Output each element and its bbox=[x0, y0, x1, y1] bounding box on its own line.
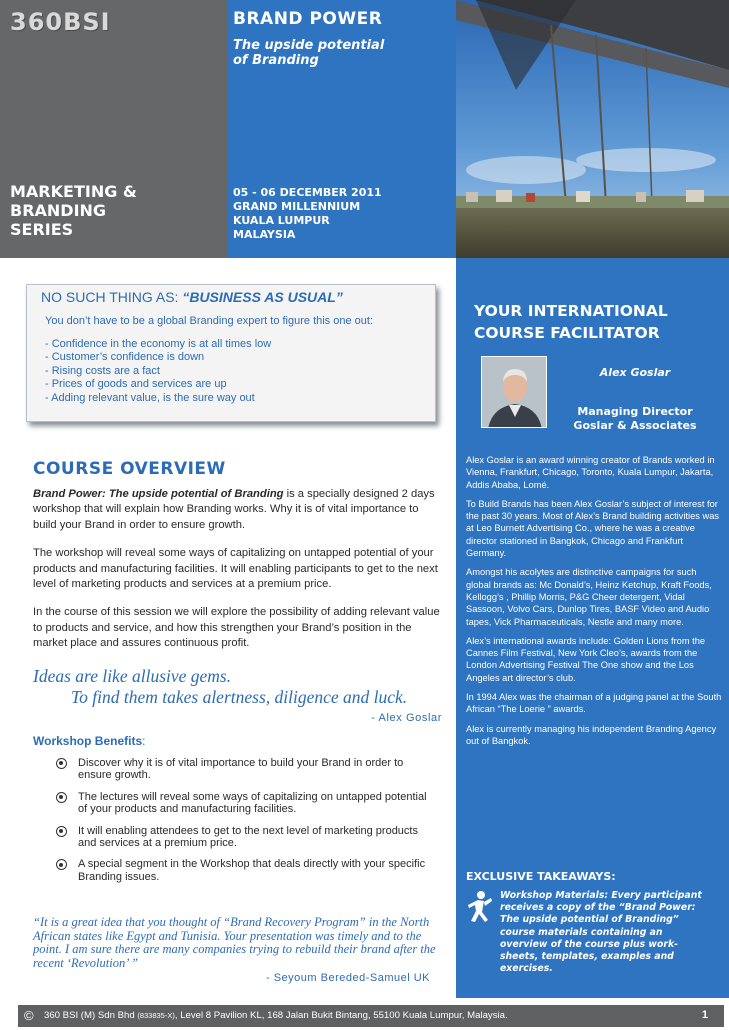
benefits-heading-colon: : bbox=[142, 734, 146, 748]
list-item: - Adding relevant value, is the sure way out bbox=[45, 391, 255, 404]
page-title: BRAND POWER bbox=[233, 9, 383, 29]
benefit-text: A special segment in the Workshop that deals directly with your specific Branding issues. bbox=[78, 858, 426, 883]
facilitator-heading-line: COURSE FACILITATOR bbox=[474, 324, 660, 342]
facilitator-name: Alex Goslar bbox=[599, 366, 671, 379]
overview-paragraph: The workshop will reveal some ways of capitalizing on untapped potential of your products and manufacturing facilities. It will enabling participants to get to the next level of marketing products and services at a premium price. bbox=[33, 547, 438, 591]
workshop-benefits-heading bbox=[33, 734, 145, 748]
facilitator-heading-line: YOUR INTERNATIONAL bbox=[474, 302, 668, 320]
event-venue: GRAND MILLENNIUM bbox=[233, 200, 361, 213]
bio-paragraph: Alex’s international awards include: Golden Lions from the Cannes Film Festival, New York Cleo’s, awards from the London Advertising Festival The One show and the Los Angeles art director’s club. bbox=[466, 635, 706, 683]
list-item bbox=[52, 791, 432, 816]
copyright-icon: © bbox=[24, 1008, 34, 1023]
bio-paragraph: Alex Goslar is an award winning creator of Brands worked in Vienna, Frankfurt, Chicago, Toronto, Kuala Lumpur, Jakarta, Addis Ababa, Lomé. bbox=[466, 455, 715, 490]
course-overview-body bbox=[33, 487, 445, 665]
callout-list bbox=[45, 338, 271, 405]
footer-address bbox=[44, 1010, 508, 1021]
list-item: - Confidence in the economy is at all times low bbox=[45, 338, 272, 350]
benefit-text: The lectures will reveal some ways of capitalizing on untapped potential of your products and manufacturing facilities. bbox=[78, 790, 427, 816]
quote-author: - Alex Goslar bbox=[371, 712, 442, 724]
list-item bbox=[52, 858, 432, 883]
quote-line: To find them takes alertness, diligence and luck. bbox=[71, 687, 408, 707]
bio-paragraph: In 1994 Alex was the chairman of a judging panel at the South African “The Loerie ” awards. bbox=[466, 692, 722, 715]
page-footer bbox=[18, 1005, 724, 1027]
page-number: 1 bbox=[701, 1009, 708, 1021]
radio-bullet-icon bbox=[56, 859, 67, 870]
facilitator-portrait bbox=[481, 356, 547, 428]
radio-bullet-icon bbox=[56, 826, 67, 837]
footer-street: , Level 8 Pavilion KL, 168 Jalan Bukit Bintang, 55100 Kuala Lumpur, Malaysia. bbox=[174, 1010, 508, 1021]
series-title bbox=[10, 182, 137, 239]
overview-course-name: Brand Power: The upside potential of Branding bbox=[33, 488, 284, 500]
facilitator-role bbox=[551, 405, 719, 433]
radio-bullet-icon bbox=[56, 758, 67, 769]
list-item: - Customer’s confidence is down bbox=[45, 351, 205, 364]
series-line: BRANDING bbox=[10, 201, 107, 220]
running-person-icon bbox=[464, 890, 494, 930]
benefit-text: Discover why it is of vital importance to build your Brand in order to ensure growth. bbox=[78, 757, 404, 782]
testimonial-author: - Seyoum Bereded-Samuel UK bbox=[265, 972, 430, 984]
series-line: SERIES bbox=[10, 220, 74, 239]
feature-quote bbox=[33, 666, 445, 708]
overview-paragraph: In the course of this session we will explore the possibility of adding relevant value to products and service, and how this strengthen your Brand’s position in the market place and assures continuous profit. bbox=[33, 606, 440, 650]
footer-registration: (833835-X) bbox=[137, 1011, 175, 1020]
facilitator-panel bbox=[456, 258, 729, 998]
facilitator-heading bbox=[474, 300, 668, 344]
course-overview-heading: COURSE OVERVIEW bbox=[33, 459, 226, 479]
radio-bullet-icon bbox=[56, 792, 67, 803]
takeaways-text: Workshop Materials: Every participant receives a copy of the “Brand Power: The upside potential of Branding” course materials containing an overview of the course plus work-sheets, templates, examples and exercises. bbox=[500, 890, 702, 975]
facilitator-bio bbox=[466, 454, 722, 754]
event-city: KUALA LUMPUR bbox=[233, 214, 330, 227]
list-item bbox=[52, 757, 432, 782]
callout-emphasis: “BUSINESS AS USUAL” bbox=[182, 289, 343, 305]
header-series-panel bbox=[0, 0, 228, 258]
event-details bbox=[233, 186, 382, 242]
benefit-text: It will enabling attendees to get to the next level of marketing products and services at a premium price. bbox=[78, 824, 418, 850]
footer-company: 360 BSI (M) Sdn Bhd bbox=[44, 1010, 138, 1021]
list-item bbox=[52, 825, 432, 850]
subtitle-line: The upside potential bbox=[233, 38, 385, 53]
facilitator-title: Managing Director bbox=[577, 405, 693, 418]
overview-paragraph bbox=[33, 487, 445, 533]
event-country: MALAYSIA bbox=[233, 228, 296, 241]
overview-text: is a specially designed 2 days workshop that will explain how Branding works. Why it is of vital importance to build your Brand in order to ensure growth. bbox=[33, 488, 435, 531]
bio-paragraph: To Build Brands has been Alex Goslar’s subject of interest for the past 30 years. Most of Alex’s Brand building activities was at Leo Burnett Advertising Co., where he was a creative director stationed in Bangkok, Chicago and Frankfurt Germany. bbox=[466, 498, 720, 559]
bridge-photo bbox=[456, 0, 729, 258]
header-title-panel bbox=[228, 0, 456, 258]
bio-paragraph: Amongst his acolytes are distinctive campaigns for such global brands as: Mc Donald’s, Heinz Ketchup, Kraft Foods, Kellogg’s , Phillip Morris, P&G Cheer detergent, Vidal Sassoon, Volvo Cars, Dunlop Tires, BASF Video and Audio tapes, Vick Pharmaceuticals, Nestle and many more. bbox=[466, 567, 712, 627]
series-line: MARKETING & bbox=[10, 182, 137, 201]
benefits-list bbox=[52, 757, 432, 892]
takeaways-heading: EXCLUSIVE TAKEAWAYS: bbox=[466, 870, 616, 883]
testimonial-quote: “It is a great idea that you thought of “Brand Recovery Program” in the North African states like Egypt and Tunisia. Your presentation was timely and to the point. I am sure there are many companies trying to rebuild their brand after the recent ‘Revolution’ ” bbox=[33, 915, 436, 970]
callout-box bbox=[26, 284, 436, 422]
bio-paragraph: Alex is currently managing his independent Branding Agency out of Bangkok. bbox=[466, 723, 717, 746]
facilitator-company: Goslar & Associates bbox=[573, 419, 697, 432]
company-logo: 360BSI bbox=[10, 8, 111, 36]
subtitle-line: of Branding bbox=[233, 53, 319, 68]
list-item: - Rising costs are a fact bbox=[45, 364, 160, 377]
list-item: - Prices of goods and services are up bbox=[45, 378, 227, 391]
callout-lead: NO SUCH THING AS: bbox=[41, 289, 183, 305]
quote-line: Ideas are like allusive gems. bbox=[33, 666, 232, 686]
page-subtitle bbox=[233, 38, 384, 68]
callout-heading bbox=[41, 289, 343, 305]
benefits-heading-text: Workshop Benefits bbox=[33, 734, 143, 748]
callout-intro: You don’t have to be a global Branding expert to figure this one out: bbox=[45, 315, 373, 327]
event-date: 05 - 06 DECEMBER 2011 bbox=[233, 186, 382, 199]
